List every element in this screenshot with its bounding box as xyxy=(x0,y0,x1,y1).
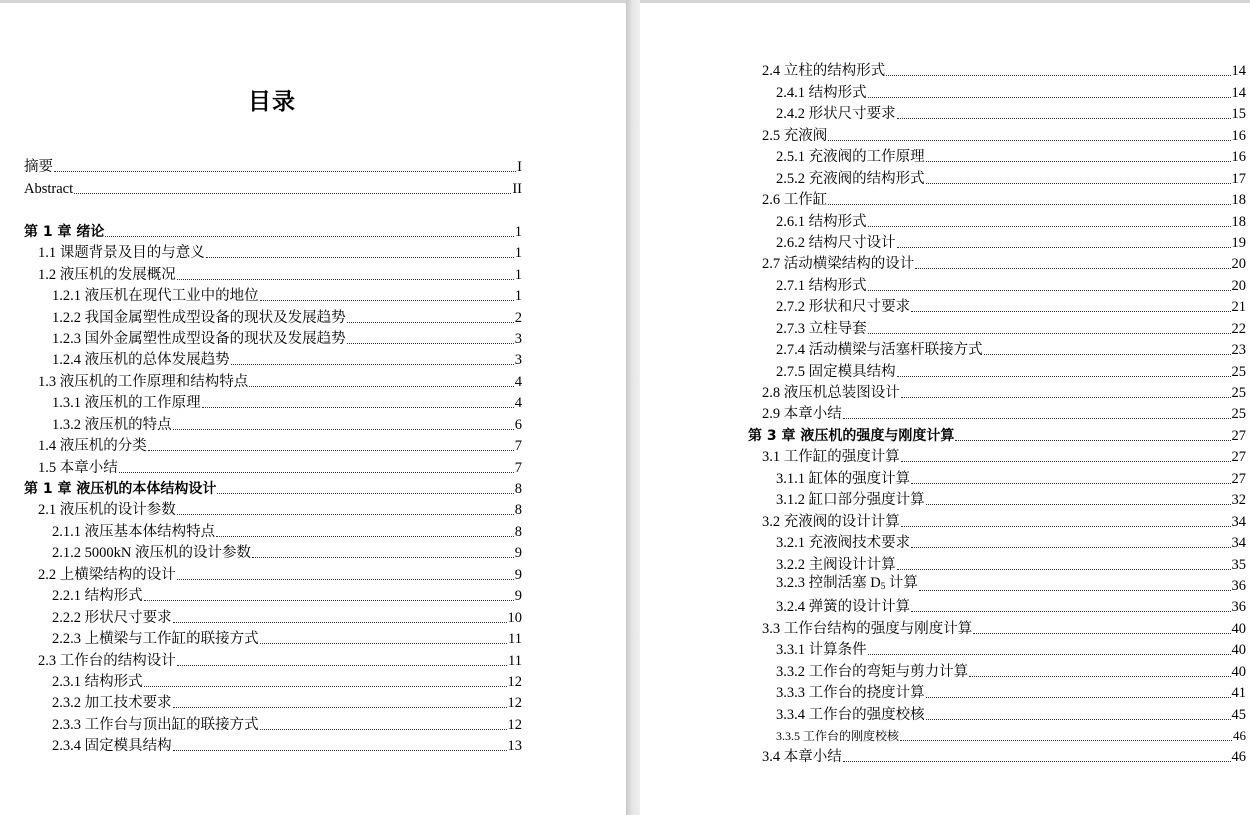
toc-entry-label: 3.2.2 主阀设计计算 xyxy=(776,556,896,573)
toc-entry-label: 3.3.1 计算条件 xyxy=(776,642,867,659)
toc-entry-label: 1.2.2 我国金属塑性成型设备的现状及发展趋势 xyxy=(52,309,346,326)
toc-dot-leader xyxy=(144,686,507,687)
toc-entry-label: 2.7 活动横梁结构的设计 xyxy=(762,256,915,273)
toc-entry-label: Abstract xyxy=(24,180,74,197)
toc-entry[interactable] xyxy=(748,466,1246,487)
toc-page-number: 27 xyxy=(1231,449,1246,466)
toc-entry-label: 2.8 液压机总装图设计 xyxy=(762,385,900,401)
toc-dot-leader xyxy=(177,279,514,280)
toc-entry-label: 2.3 工作台的结构设计 xyxy=(38,652,176,669)
toc-dot-leader xyxy=(177,665,507,666)
toc-dot-leader xyxy=(217,493,513,494)
toc-entry[interactable] xyxy=(24,155,522,176)
toc-page-number: 1 xyxy=(514,288,522,305)
toc-entry[interactable] xyxy=(24,519,522,540)
toc-page-number: 45 xyxy=(1231,706,1246,723)
toc-entry[interactable] xyxy=(24,712,522,733)
toc-dot-leader xyxy=(252,557,514,558)
toc-page-number: 1 xyxy=(514,245,522,262)
toc-page-number: 8 xyxy=(514,481,522,497)
toc-entry[interactable] xyxy=(24,541,522,562)
toc-entry[interactable] xyxy=(748,574,1246,595)
toc-chapter-entry[interactable] xyxy=(24,219,522,240)
toc-page-number: 14 xyxy=(1231,84,1246,101)
toc-entry[interactable] xyxy=(748,381,1246,402)
toc-dot-leader xyxy=(897,247,1231,248)
toc-dot-leader xyxy=(919,590,1231,591)
toc-entry-label: 2.3.3 工作台与顶出缸的联接方式 xyxy=(52,716,259,733)
toc-page-number: 25 xyxy=(1231,406,1246,423)
toc-page-number: 23 xyxy=(1231,342,1246,359)
toc-entry[interactable] xyxy=(748,231,1246,252)
toc-page-number: 40 xyxy=(1231,663,1246,680)
toc-entry[interactable] xyxy=(748,681,1246,702)
toc-dot-leader xyxy=(231,364,514,365)
toc-dot-leader xyxy=(897,118,1231,119)
toc-dot-leader xyxy=(901,526,1231,527)
toc-page-number: 7 xyxy=(514,459,522,476)
document-page-left xyxy=(0,3,626,815)
toc-page-number: 10 xyxy=(507,609,522,626)
toc-dot-leader xyxy=(901,397,1231,398)
toc-page-number: 20 xyxy=(1231,277,1246,294)
toc-page-number: 27 xyxy=(1231,470,1246,487)
toc-entry[interactable] xyxy=(24,562,522,583)
toc-page-number: 8 xyxy=(514,523,522,540)
toc-entry[interactable] xyxy=(24,176,522,197)
toc-spacer xyxy=(24,198,522,219)
toc-page-number: 19 xyxy=(1231,234,1246,251)
toc-dot-leader xyxy=(897,376,1231,377)
toc-page-number: 1 xyxy=(514,266,522,283)
toc-entry[interactable] xyxy=(24,648,522,669)
toc-entry[interactable] xyxy=(748,616,1246,637)
toc-dot-leader xyxy=(926,504,1231,505)
toc-page-number: 7 xyxy=(514,438,522,455)
toc-chapter-entry[interactable] xyxy=(748,423,1246,444)
toc-dot-leader xyxy=(915,268,1230,269)
toc-entry[interactable] xyxy=(748,316,1246,337)
toc-dot-leader xyxy=(926,161,1231,162)
toc-list-left xyxy=(24,155,522,755)
toc-entry[interactable] xyxy=(748,338,1246,359)
toc-entry[interactable] xyxy=(748,252,1246,273)
toc-entry-label: 2.5.1 充液阀的工作原理 xyxy=(776,149,925,166)
toc-entry-label: 2.4.1 结构形式 xyxy=(776,84,867,101)
toc-page-number: 34 xyxy=(1231,513,1246,530)
toc-page-number: I xyxy=(517,159,522,176)
toc-page-number: 3 xyxy=(514,330,522,347)
toc-page-number: 3 xyxy=(514,352,522,369)
toc-entry-label: 1.1 课题背景及目的与意义 xyxy=(38,245,205,262)
toc-page-number: 12 xyxy=(507,673,522,690)
toc-entry[interactable] xyxy=(748,188,1246,209)
toc-entry[interactable] xyxy=(748,531,1246,552)
toc-page-number: 16 xyxy=(1231,127,1246,144)
toc-entry-label: 1.3.1 液压机的工作原理 xyxy=(52,395,201,412)
toc-dot-leader xyxy=(173,750,507,751)
toc-dot-leader xyxy=(173,429,514,430)
toc-dot-leader xyxy=(868,290,1231,291)
toc-entry-label: 2.4.2 形状尺寸要求 xyxy=(776,106,896,123)
toc-entry[interactable] xyxy=(748,166,1246,187)
toc-entry[interactable] xyxy=(24,498,522,519)
toc-page-number: 13 xyxy=(507,738,522,755)
toc-page-number: 12 xyxy=(507,716,522,733)
toc-dot-leader xyxy=(973,633,1230,634)
toc-dot-leader xyxy=(868,654,1231,655)
toc-entry-label: 第 1 章 液压机的本体结构设计 xyxy=(24,481,217,497)
toc-dot-leader xyxy=(347,322,514,323)
toc-entry-label: 3.4 本章小结 xyxy=(762,749,842,766)
toc-page-number: 17 xyxy=(1231,170,1246,187)
toc-dot-leader xyxy=(868,226,1231,227)
toc-entry-label: 2.3.2 加工技术要求 xyxy=(52,695,172,712)
toc-entry-label: 1.4 液压机的分类 xyxy=(38,438,147,455)
toc-page-number: 25 xyxy=(1231,363,1246,380)
toc-entry-label: 2.1.1 液压基本体结构特点 xyxy=(52,523,216,540)
toc-entry[interactable] xyxy=(24,262,522,283)
toc-page-number: 36 xyxy=(1231,599,1246,616)
toc-entry[interactable] xyxy=(748,595,1246,616)
document-page-right xyxy=(640,3,1250,815)
toc-entry-label: 2.6.1 结构形式 xyxy=(776,213,867,230)
toc-page-number: 14 xyxy=(1231,63,1246,80)
toc-page-number: 40 xyxy=(1231,620,1246,637)
toc-entry[interactable] xyxy=(24,691,522,712)
toc-dot-leader xyxy=(926,183,1231,184)
toc-dot-leader xyxy=(828,140,1230,141)
toc-dot-leader xyxy=(177,514,514,515)
toc-page-number: 18 xyxy=(1231,192,1246,209)
toc-page-number: 12 xyxy=(507,695,522,712)
toc-entry[interactable] xyxy=(748,724,1246,745)
toc-entry-label: 2.2.2 形状尺寸要求 xyxy=(52,609,172,626)
toc-entry[interactable] xyxy=(24,627,522,648)
toc-dot-leader xyxy=(868,97,1231,98)
toc-page-number: 46 xyxy=(1231,749,1246,766)
toc-entry[interactable] xyxy=(748,745,1246,766)
toc-dot-leader xyxy=(955,440,1230,441)
toc-dot-leader xyxy=(347,343,514,344)
toc-entry-label: 2.7.2 形状和尺寸要求 xyxy=(776,299,911,316)
toc-entry[interactable] xyxy=(748,445,1246,466)
toc-entry[interactable] xyxy=(748,273,1246,294)
toc-entry-label: 2.2 上横梁结构的设计 xyxy=(38,566,176,583)
toc-page-number: 9 xyxy=(514,566,522,583)
toc-entry-label: 摘要 xyxy=(24,159,53,176)
toc-dot-leader xyxy=(177,579,514,580)
toc-entry-label: 2.7.4 活动横梁与活塞杆联接方式 xyxy=(776,342,983,359)
toc-entry-label: 1.2.4 液压机的总体发展趋势 xyxy=(52,352,230,369)
toc-dot-leader xyxy=(249,386,514,387)
toc-entry-label: 2.7.1 结构形式 xyxy=(776,277,867,294)
toc-page-number: 41 xyxy=(1231,685,1246,702)
toc-dot-leader xyxy=(74,193,511,194)
toc-entry-label: 2.7.5 固定模具结构 xyxy=(776,363,896,380)
toc-page-number: 8 xyxy=(514,502,522,519)
toc-entry[interactable] xyxy=(748,702,1246,723)
toc-entry-label: 第 1 章 绪论 xyxy=(24,223,105,240)
toc-dot-leader xyxy=(911,483,1230,484)
toc-entry-label: 2.7.3 立柱导套 xyxy=(776,320,867,337)
toc-page-number: 2 xyxy=(514,309,522,326)
toc-entry-label: 2.5 充液阀 xyxy=(762,127,828,144)
toc-entry-label: 2.6 工作缸 xyxy=(762,192,828,209)
toc-page-number: 20 xyxy=(1231,256,1246,273)
toc-dot-leader xyxy=(144,600,514,601)
toc-page-number: 1 xyxy=(514,223,522,240)
toc-page-number: 9 xyxy=(514,588,522,605)
toc-entry[interactable] xyxy=(748,295,1246,316)
toc-entry[interactable] xyxy=(748,552,1246,573)
toc-dot-leader xyxy=(901,461,1231,462)
toc-entry-label: 1.3.2 液压机的特点 xyxy=(52,416,172,433)
toc-entry-label: 2.3.4 固定模具结构 xyxy=(52,738,172,755)
toc-dot-leader xyxy=(886,75,1230,76)
toc-entry[interactable] xyxy=(24,369,522,390)
toc-entry[interactable] xyxy=(24,348,522,369)
toc-dot-leader xyxy=(843,418,1231,419)
toc-entry[interactable] xyxy=(748,488,1246,509)
toc-entry[interactable] xyxy=(24,241,522,262)
toc-entry-label: 3.2.3 控制活塞 $D_5$ 计算 xyxy=(776,574,918,591)
toc-dot-leader xyxy=(969,676,1230,677)
toc-dot-leader xyxy=(868,333,1231,334)
toc-entry-label: 3.1 工作缸的强度计算 xyxy=(762,449,900,466)
toc-entry-label: 2.4 立柱的结构形式 xyxy=(762,63,886,80)
toc-page-number: 4 xyxy=(514,373,522,390)
toc-dot-leader xyxy=(260,300,514,301)
toc-entry-label: 3.3.5 工作台的刚度校核 xyxy=(776,729,900,743)
toc-entry-label: 1.2.3 国外金属塑性成型设备的现状及发展趋势 xyxy=(52,330,346,347)
toc-entry-label: 2.1 液压机的设计参数 xyxy=(38,502,176,519)
toc-entry[interactable] xyxy=(748,80,1246,101)
toc-entry[interactable] xyxy=(24,455,522,476)
toc-entry-label: 2.2.1 结构形式 xyxy=(52,588,143,605)
toc-dot-leader xyxy=(911,611,1230,612)
toc-entry-label: 2.9 本章小结 xyxy=(762,406,842,423)
toc-entry[interactable] xyxy=(24,734,522,755)
toc-page-number: 27 xyxy=(1231,427,1246,444)
toc-page-number: 36 xyxy=(1231,577,1246,594)
toc-dot-leader xyxy=(984,354,1231,355)
toc-entry[interactable] xyxy=(748,123,1246,144)
toc-dot-leader xyxy=(148,450,514,451)
toc-list-right xyxy=(748,59,1246,766)
toc-entry[interactable] xyxy=(24,327,522,348)
toc-page-number: 40 xyxy=(1231,642,1246,659)
toc-entry-label: 3.1.1 缸体的强度计算 xyxy=(776,470,911,487)
toc-dot-leader xyxy=(828,204,1230,205)
toc-page-number: 4 xyxy=(514,395,522,412)
page-gutter xyxy=(626,0,640,815)
toc-entry-label: 2.6.2 结构尺寸设计 xyxy=(776,234,896,251)
toc-entry-label: 3.3.3 工作台的挠度计算 xyxy=(776,685,925,702)
toc-entry[interactable] xyxy=(24,305,522,326)
toc-page-number: 35 xyxy=(1231,556,1246,573)
toc-entry[interactable] xyxy=(748,659,1246,680)
toc-page-number: 6 xyxy=(514,416,522,433)
toc-entry[interactable] xyxy=(24,412,522,433)
toc-entry-label: 2.5.2 充液阀的结构形式 xyxy=(776,170,925,187)
toc-page-number: 25 xyxy=(1231,385,1246,401)
toc-entry[interactable] xyxy=(748,145,1246,166)
toc-entry[interactable] xyxy=(24,284,522,305)
toc-page-number: 11 xyxy=(508,652,522,669)
toc-entry[interactable] xyxy=(748,209,1246,230)
toc-entry[interactable] xyxy=(748,402,1246,423)
toc-dot-leader xyxy=(897,569,1231,570)
toc-entry[interactable] xyxy=(24,391,522,412)
toc-page-number: 11 xyxy=(508,631,522,648)
toc-dot-leader xyxy=(173,622,507,623)
toc-page-number: 32 xyxy=(1231,492,1246,509)
toc-dot-leader xyxy=(900,740,1232,741)
toc-dot-leader xyxy=(260,643,507,644)
toc-entry-label: 1.2.1 液压机在现代工业中的地位 xyxy=(52,288,259,305)
toc-entry-label: 3.2.1 充液阀技术要求 xyxy=(776,535,911,552)
toc-page-number: 21 xyxy=(1231,299,1246,316)
toc-dot-leader xyxy=(911,547,1230,548)
toc-dot-leader xyxy=(202,407,514,408)
toc-dot-leader xyxy=(216,536,514,537)
page-title: 目录 xyxy=(248,89,296,115)
toc-entry-label: 3.3 工作台结构的强度与刚度计算 xyxy=(762,620,973,637)
toc-entry[interactable] xyxy=(748,638,1246,659)
toc-entry[interactable] xyxy=(24,434,522,455)
toc-entry-label: 3.3.4 工作台的强度校核 xyxy=(776,706,925,723)
toc-page-number: 9 xyxy=(514,545,522,562)
toc-page-number: 34 xyxy=(1231,535,1246,552)
toc-page-number: 15 xyxy=(1231,106,1246,123)
toc-entry-label: 第 3 章 液压机的强度与刚度计算 xyxy=(748,427,955,444)
toc-entry-subscript: 5 xyxy=(880,580,886,591)
toc-entry[interactable] xyxy=(748,102,1246,123)
toc-entry-label: 2.1.2 5000kN 液压机的设计参数 xyxy=(52,545,251,562)
toc-dot-leader xyxy=(843,761,1231,762)
toc-entry-label: 1.3 液压机的工作原理和结构特点 xyxy=(38,373,249,390)
toc-dot-leader xyxy=(173,707,507,708)
toc-dot-leader xyxy=(206,257,514,258)
toc-dot-leader xyxy=(911,311,1230,312)
toc-chapter-entry[interactable] xyxy=(24,477,522,498)
toc-entry[interactable] xyxy=(24,670,522,691)
toc-entry-label: 3.2 充液阀的设计计算 xyxy=(762,513,900,530)
toc-page-number: 16 xyxy=(1231,149,1246,166)
toc-page-number: II xyxy=(512,180,522,197)
toc-page-number: 46 xyxy=(1233,728,1246,743)
toc-entry[interactable] xyxy=(748,509,1246,530)
toc-dot-leader xyxy=(54,171,516,172)
toc-page-number: 18 xyxy=(1231,213,1246,230)
toc-entry[interactable] xyxy=(24,584,522,605)
toc-dot-leader xyxy=(260,729,507,730)
toc-entry-label: 3.1.2 缸口部分强度计算 xyxy=(776,492,925,509)
toc-entry[interactable] xyxy=(748,59,1246,80)
toc-entry-label: 3.3.2 工作台的弯矩与剪力计算 xyxy=(776,663,969,680)
toc-entry-label: 2.2.3 上横梁与工作缸的联接方式 xyxy=(52,631,259,648)
toc-entry-label: 3.2.4 弹簧的设计计算 xyxy=(776,599,911,616)
toc-entry[interactable] xyxy=(24,605,522,626)
toc-dot-leader xyxy=(119,472,514,473)
toc-entry-label: 1.2 液压机的发展概况 xyxy=(38,266,176,283)
toc-dot-leader xyxy=(926,697,1231,698)
toc-entry-label: 1.5 本章小结 xyxy=(38,459,118,476)
toc-dot-leader xyxy=(926,719,1231,720)
toc-entry[interactable] xyxy=(748,359,1246,380)
toc-dot-leader xyxy=(105,236,513,237)
toc-page-number: 22 xyxy=(1231,320,1246,337)
toc-entry-label: 2.3.1 结构形式 xyxy=(52,673,143,690)
